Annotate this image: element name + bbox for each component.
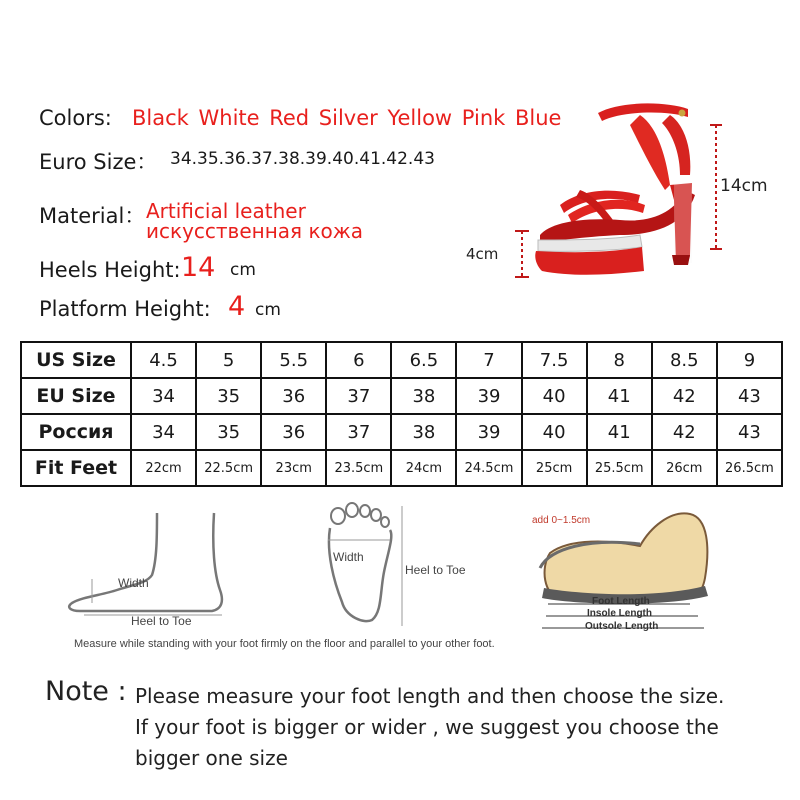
size-cell: 6.5 — [391, 342, 456, 378]
size-cell: 5 — [196, 342, 261, 378]
size-cell: 41 — [587, 414, 652, 450]
size-row-label: EU Size — [21, 378, 131, 414]
size-cell: 38 — [391, 414, 456, 450]
size-cell: 37 — [326, 378, 391, 414]
size-cell: 34 — [131, 378, 196, 414]
colors-value: Black White Red Silver Yellow Pink Blue — [132, 106, 562, 130]
size-cell: 4.5 — [131, 342, 196, 378]
size-cell: 43 — [717, 378, 782, 414]
heel-height-label: Heels Height: — [39, 258, 181, 282]
foot-length-label: Foot Length — [592, 596, 650, 607]
size-cell: 25.5cm — [587, 450, 652, 486]
heel-height-value: 14 — [181, 252, 216, 283]
top-heel-to-toe-label: Heel to Toe — [405, 563, 466, 577]
note-line-1: Please measure your foot length and then choose the size. — [135, 684, 725, 708]
size-cell: 9 — [717, 342, 782, 378]
size-cell: 24.5cm — [456, 450, 521, 486]
size-table-row — [21, 450, 782, 486]
size-cell: 8 — [587, 342, 652, 378]
size-table-row — [21, 342, 782, 378]
size-cell: 38 — [391, 378, 456, 414]
size-cell: 35 — [196, 414, 261, 450]
size-table-row — [21, 378, 782, 414]
size-table-row — [21, 414, 782, 450]
outsole-length-label: Outsole Length — [585, 621, 659, 632]
measure-caption: Measure while standing with your foot firmly on the floor and parallel to your other foot. — [74, 638, 495, 650]
material-en: Artificial leather — [146, 199, 306, 223]
platform-height-unit: cm — [255, 300, 281, 320]
size-cell: 39 — [456, 414, 521, 450]
insole-length-label: Insole Length — [587, 608, 652, 619]
size-cell: 7 — [456, 342, 521, 378]
size-row-label: US Size — [21, 342, 131, 378]
euro-size-value: 34.35.36.37.38.39.40.41.42.43 — [170, 149, 435, 169]
size-cell: 7.5 — [522, 342, 587, 378]
size-cell: 43 — [717, 414, 782, 450]
size-cell: 25cm — [522, 450, 587, 486]
platform-height-label: Platform Height: — [39, 297, 211, 321]
size-cell: 26cm — [652, 450, 717, 486]
size-cell: 8.5 — [652, 342, 717, 378]
size-cell: 24cm — [391, 450, 456, 486]
note-line-2: If your foot is bigger or wider , we suggest you choose the — [135, 715, 719, 739]
size-cell: 36 — [261, 414, 326, 450]
size-cell: 5.5 — [261, 342, 326, 378]
sandal-product-image — [520, 95, 720, 295]
size-cell: 22cm — [131, 450, 196, 486]
size-row-label: Россия — [21, 414, 131, 450]
material-label: Material： — [39, 204, 146, 228]
size-cell: 35 — [196, 378, 261, 414]
size-cell: 40 — [522, 414, 587, 450]
size-cell: 23.5cm — [326, 450, 391, 486]
platform-height-value: 4 — [228, 291, 246, 322]
euro-size-label: Euro Size： — [39, 150, 158, 174]
size-cell: 36 — [261, 378, 326, 414]
material-ru: искусственная кожа — [146, 219, 364, 243]
size-chart-table — [20, 341, 783, 487]
size-row-label: Fit Feet — [21, 450, 131, 486]
size-cell: 22.5cm — [196, 450, 261, 486]
size-cell: 23cm — [261, 450, 326, 486]
note-title: Note : — [45, 676, 127, 707]
top-width-label: Width — [333, 550, 364, 564]
add-length-label: add 0~1.5cm — [532, 515, 591, 526]
size-cell: 42 — [652, 378, 717, 414]
heel-height-unit: cm — [230, 260, 256, 280]
size-cell: 42 — [652, 414, 717, 450]
size-cell: 6 — [326, 342, 391, 378]
colors-label: Colors: — [39, 106, 112, 130]
note-line-3: bigger one size — [135, 746, 288, 770]
size-cell: 40 — [522, 378, 587, 414]
size-cell: 41 — [587, 378, 652, 414]
platform-dimension-line — [512, 228, 532, 280]
size-cell: 39 — [456, 378, 521, 414]
heel-dimension-label: 14cm — [720, 176, 768, 196]
size-cell: 26.5cm — [717, 450, 782, 486]
size-cell: 34 — [131, 414, 196, 450]
side-width-label: Width — [118, 576, 149, 590]
side-heel-to-toe-label: Heel to Toe — [131, 614, 192, 628]
platform-dimension-label: 4cm — [466, 245, 499, 263]
side-foot-diagram — [62, 505, 237, 630]
size-cell: 37 — [326, 414, 391, 450]
